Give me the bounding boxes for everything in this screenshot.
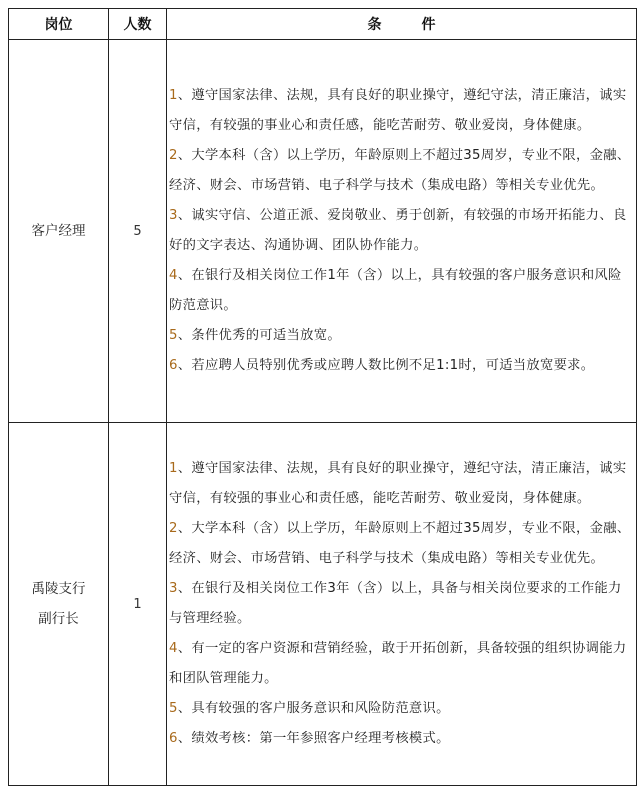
position-line: 禹陵支行 [31, 581, 86, 597]
header-position: 岗位 [9, 9, 109, 40]
condition-item: 2、大学本科（含）以上学历，年龄原则上不超过35周岁，专业不限，金融、经济、财会、市场营销、电子科学与技术（集成电路）等相关专业优先。 [169, 521, 631, 566]
recruitment-table [8, 8, 637, 786]
position-line: 客户经理 [31, 223, 86, 239]
condition-item: 6、若应聘人员特别优秀或应聘人数比例不足1:1时，可适当放宽要求。 [169, 358, 595, 373]
condition-item: 6、绩效考核：第一年参照客户经理考核模式。 [169, 731, 450, 746]
condition-item: 3、在银行及相关岗位工作3年（含）以上，具备与相关岗位要求的工作能力与管理经验。 [169, 581, 622, 626]
condition-item: 4、有一定的客户资源和营销经验，敢于开拓创新，具备较强的组织协调能力和团队管理能力。 [169, 641, 627, 686]
count-cell: 5 [109, 40, 167, 423]
count-cell: 1 [109, 423, 167, 786]
header-conditions: 条件 [167, 9, 637, 40]
table-row [9, 423, 637, 786]
conditions-cell [167, 40, 637, 423]
condition-item: 5、条件优秀的可适当放宽。 [169, 328, 341, 343]
table-row [9, 40, 637, 423]
position-line: 副行长 [38, 611, 79, 627]
condition-item: 2、大学本科（含）以上学历，年龄原则上不超过35周岁，专业不限，金融、经济、财会、市场营销、电子科学与技术（集成电路）等相关专业优先。 [169, 148, 631, 193]
conditions-cell [167, 423, 637, 786]
condition-item: 1、遵守国家法律、法规，具有良好的职业操守，遵纪守法，清正廉洁，诚实守信，有较强的事业心和责任感，能吃苦耐劳、敬业爱岗，身体健康。 [169, 88, 627, 133]
position-cell [9, 423, 109, 786]
condition-item: 5、具有较强的客户服务意识和风险防范意识。 [169, 701, 450, 716]
condition-item: 3、诚实守信、公道正派、爱岗敬业、勇于创新，有较强的市场开拓能力、良好的文字表达、沟通协调、团队协作能力。 [169, 208, 627, 253]
header-row [9, 9, 637, 40]
condition-item: 4、在银行及相关岗位工作1年（含）以上，具有较强的客户服务意识和风险防范意识。 [169, 268, 622, 313]
position-cell [9, 40, 109, 423]
condition-item: 1、遵守国家法律、法规，具有良好的职业操守，遵纪守法，清正廉洁，诚实守信，有较强的事业心和责任感，能吃苦耐劳、敬业爱岗，身体健康。 [169, 461, 627, 506]
header-count: 人数 [109, 9, 167, 40]
